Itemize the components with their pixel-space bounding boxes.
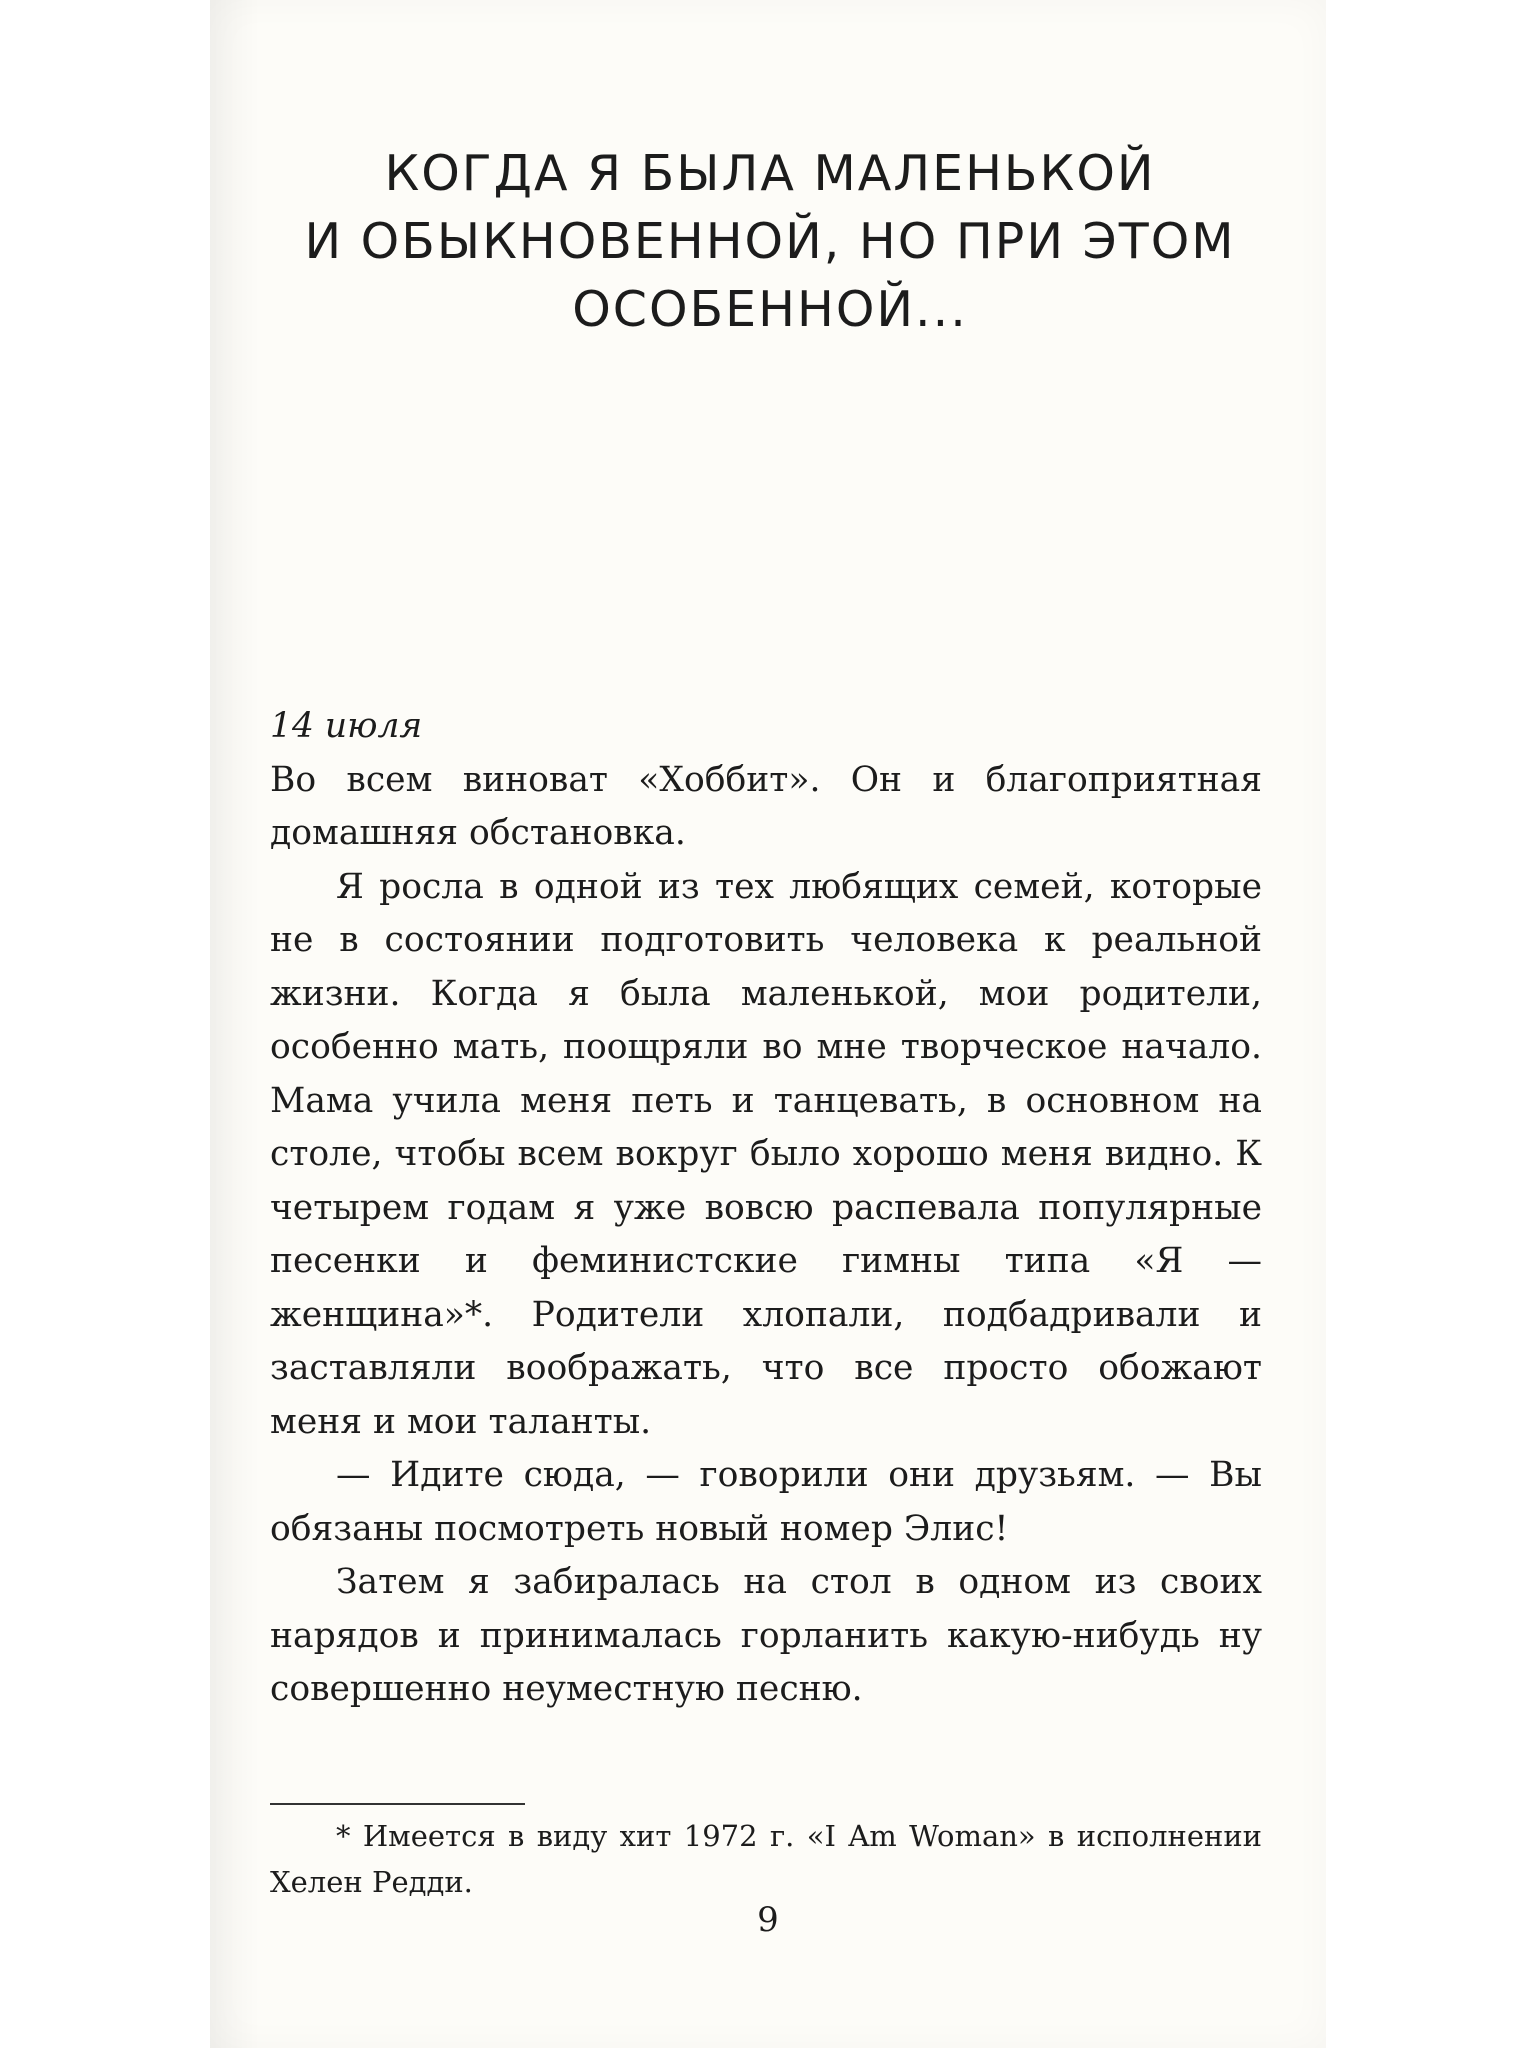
footnote: * Имеется в виду хит 1972 г. «I Am Woman» в исполнении Хелен Редди. — [270, 1819, 1262, 1899]
paragraph: Я росла в одной из тех любящих семей, которые не в состоянии подготовить человека к реальной жизни. Когда я была маленькой, мои родители, особенно мать, поощряли во мне творческое начало. Мама учила меня петь и танцевать, в основном на столе, чтобы всем вокруг было хорошо меня видно. К четырем годам я уже вовсю распевала популярные песенки и феминистские гимны типа «Я — женщина»*. Родители хлопали, подбадривали и заставляли воображать, что все просто обожают меня и мои таланты. — [270, 866, 1262, 1442]
chapter-title-line: ОСОБЕННОЙ... — [572, 281, 968, 338]
chapter-title-line: КОГДА Я БЫЛА МАЛЕНЬКОЙ — [384, 145, 1156, 202]
page-spine-shadow — [210, 0, 260, 2048]
diary-date: 14 июля — [270, 706, 423, 746]
chapter-title-line: И ОБЫКНОВЕННОЙ, НО ПРИ ЭТОМ — [304, 213, 1236, 270]
chapter-title — [300, 140, 1240, 344]
body-text — [270, 700, 1262, 1717]
paragraph: — Идите сюда, — говорили они друзьям. — Вы обязаны посмотреть новый номер Элис! — [270, 1455, 1262, 1549]
paragraph: Во всем виноват «Хоббит». Он и благоприятная домашняя обстановка. — [270, 759, 1262, 853]
page-number: 9 — [757, 1900, 779, 1940]
paragraph: Затем я забиралась на стол в одном из своих нарядов и принималась горланить какую-нибудь ну совершенно неуместную песню. — [270, 1562, 1262, 1709]
footnote-divider — [270, 1803, 525, 1805]
